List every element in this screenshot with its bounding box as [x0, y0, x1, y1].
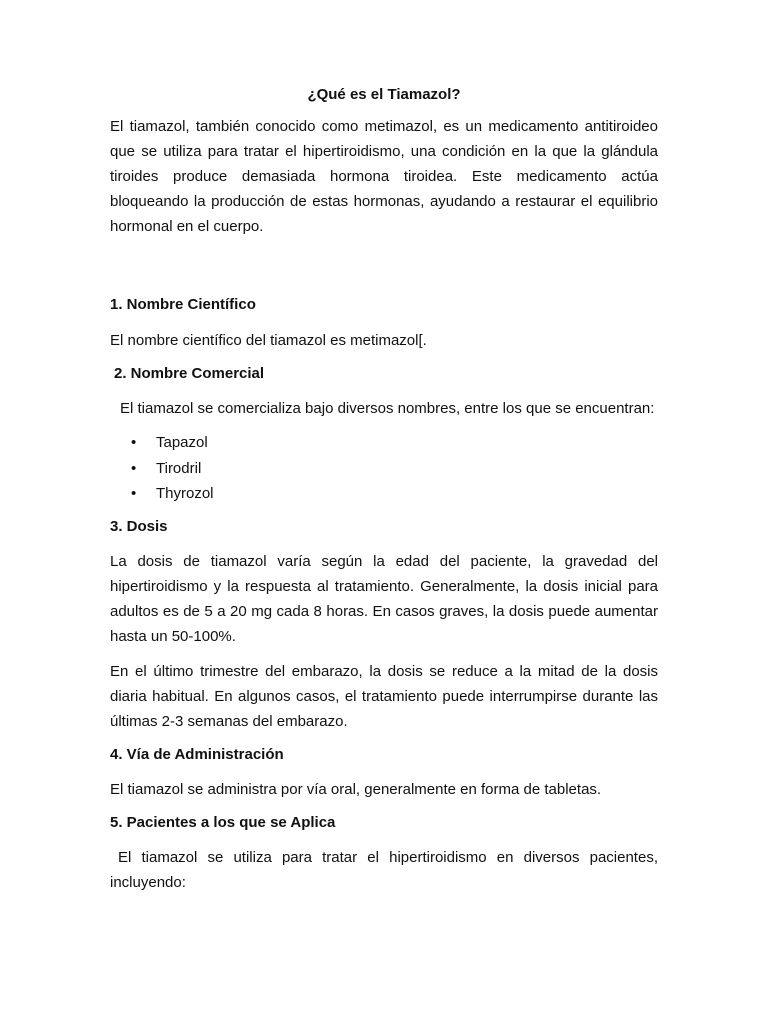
document-title: ¿Qué es el Tiamazol? [307, 86, 461, 103]
section-5-heading: 5. Pacientes a los que se Aplica [110, 813, 336, 831]
brand-name-list [110, 430, 658, 507]
section-4-heading: 4. Vía de Administración [110, 745, 284, 763]
document-page [110, 84, 658, 895]
section-5-text: El tiamazol se utiliza para tratar el hipertiroidismo en diversos pacientes, incluyendo: [110, 848, 658, 891]
list-item-label: Thyrozol [156, 485, 214, 502]
section-1-text: El nombre científico del tiamazol es metimazol[. [110, 332, 427, 349]
list-item [110, 430, 658, 456]
bullet-icon: • [131, 434, 137, 451]
list-item [110, 481, 658, 507]
section-3-heading: 3. Dosis [110, 517, 168, 535]
list-item-label: Tirodril [156, 459, 202, 477]
section-3-paragraph-2: En el último trimestre del embarazo, la dosis se reduce a la mitad de la dosis diaria habitual. En algunos casos, el tratamiento puede interrumpirse durante las últimas 2-3 semanas del embarazo. [110, 662, 658, 730]
section-2-text: El tiamazol se comercializa bajo diversos nombres, entre los que se encuentran: [120, 400, 655, 417]
section-4-text: El tiamazol se administra por vía oral, generalmente en forma de tabletas. [110, 780, 602, 798]
list-item-label: Tapazol [156, 434, 208, 451]
section-3-paragraph-1: La dosis de tiamazol varía según la edad del paciente, la gravedad del hipertiroidismo y la respuesta al tratamiento. Generalmente, la dosis inicial para adultos es de 5 a 20 mg cada 8 horas. En casos graves, la dosis puede aumentar hasta un 50-100%. [110, 552, 658, 645]
bullet-icon: • [131, 459, 137, 477]
bullet-icon: • [131, 485, 137, 502]
list-item [110, 456, 658, 482]
intro-paragraph: El tiamazol, también conocido como metimazol, es un medicamento antitiroideo que se utiliza para tratar el hipertiroidismo, una condición en la que la glándula tiroides produce demasiada hormona tiroidea. Este medicamento actúa bloqueando la producción de estas hormonas, ayudando a restaurar el equilibrio hormonal en el cuerpo. [110, 118, 658, 235]
section-1-heading: 1. Nombre Científico [110, 296, 256, 313]
section-2-heading: 2. Nombre Comercial [114, 365, 265, 382]
